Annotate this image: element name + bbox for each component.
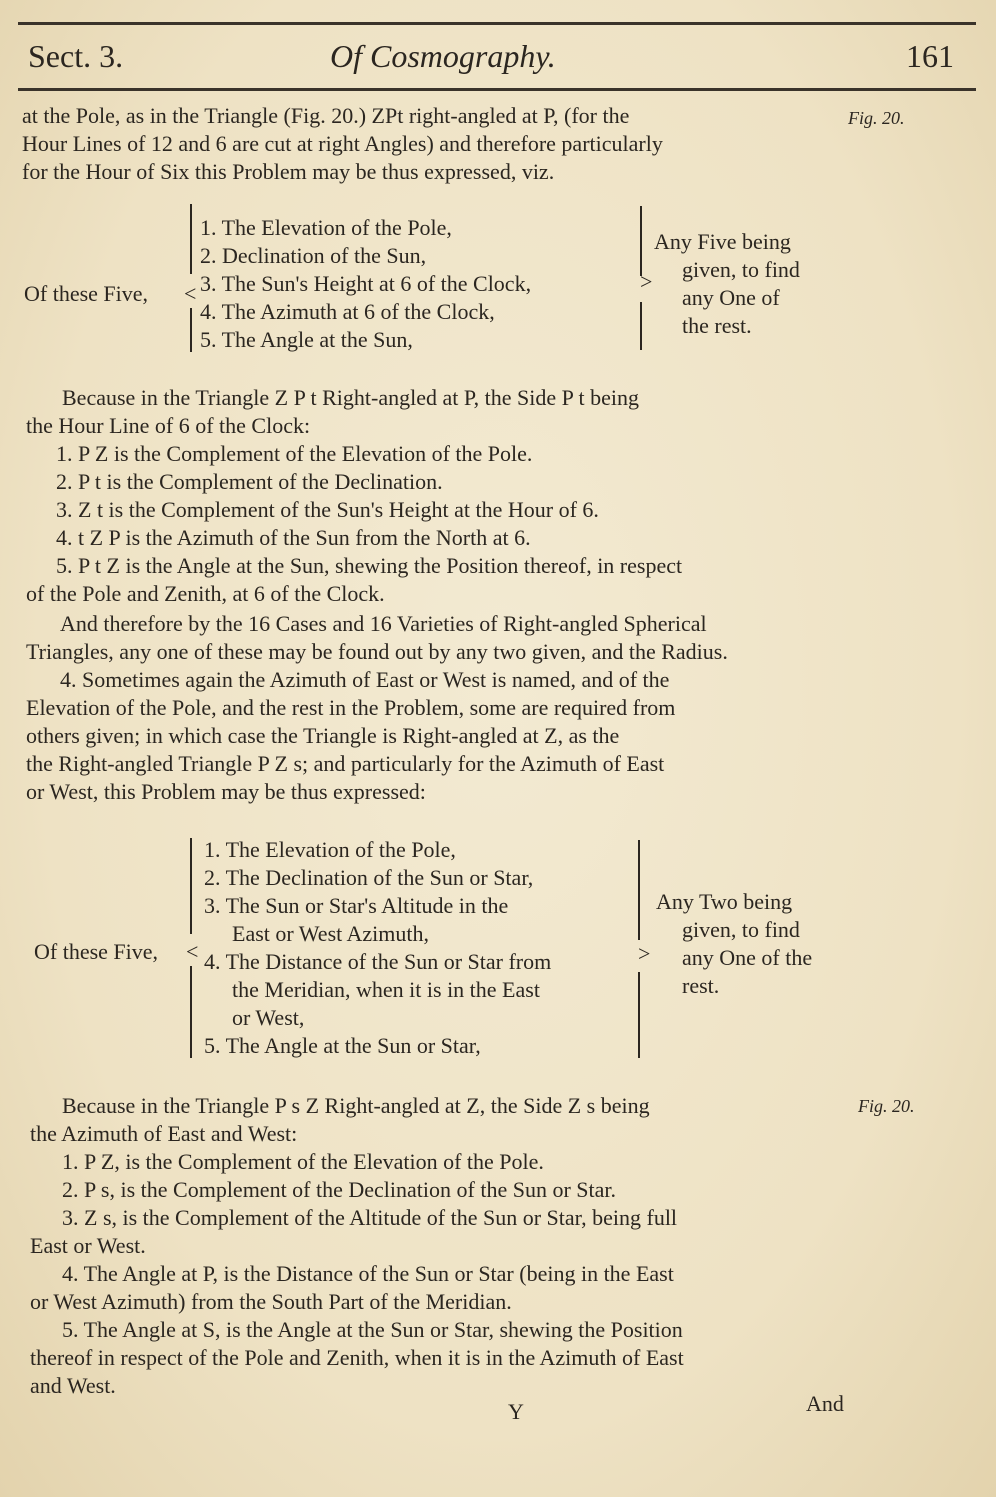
brace-line	[638, 840, 640, 940]
table1-note: any One of	[682, 285, 780, 310]
text-line: at the Pole, as in the Triangle (Fig. 20.) ZPt right-angled at P, (for the	[22, 103, 630, 128]
right-brace: >	[638, 941, 651, 966]
text-line: others given; in which case the Triangle is Right-angled at Z, as the	[26, 723, 620, 748]
text-line: And therefore by the 16 Cases and 16 Varieties of Right-angled Spherical	[60, 611, 707, 636]
list-item: 2. P t is the Complement of the Declination.	[56, 469, 443, 494]
text-line: thereof in respect of the Pole and Zenith, when it is in the Azimuth of East	[30, 1345, 684, 1370]
list-item: 2. P s, is the Complement of the Declination of the Sun or Star.	[62, 1177, 617, 1202]
table2-item: the Meridian, when it is in the East	[232, 977, 540, 1002]
catchword: And	[806, 1391, 844, 1416]
text-line: and West.	[30, 1373, 116, 1398]
table2-item: or West,	[232, 1005, 305, 1030]
text-line: the Right-angled Triangle P Z s; and particularly for the Azimuth of East	[26, 751, 665, 776]
text-line: East or West.	[30, 1233, 146, 1258]
text-line: Because in the Triangle P s Z Right-angled at Z, the Side Z s being	[62, 1093, 650, 1118]
table1-item: 4. The Azimuth at 6 of the Clock,	[200, 299, 495, 324]
brace-line	[190, 204, 192, 274]
table1-item: 2. Declination of the Sun,	[200, 243, 427, 268]
text-line: or West, this Problem may be thus expressed:	[26, 779, 426, 804]
right-brace: >	[640, 269, 653, 294]
page-number: 161	[906, 38, 954, 74]
table1-item: 1. The Elevation of the Pole,	[200, 215, 452, 240]
list-item: 4. t Z P is the Azimuth of the Sun from the North at 6.	[56, 525, 531, 550]
table2-item: 1. The Elevation of the Pole,	[204, 837, 456, 862]
brace-line	[640, 302, 642, 350]
text-line: of the Pole and Zenith, at 6 of the Clock.	[26, 581, 385, 606]
signature-mark: Y	[508, 1399, 524, 1424]
table1-note: Any Five being	[654, 229, 791, 254]
text-line: the Hour Line of 6 of the Clock:	[26, 413, 311, 438]
brace-line	[190, 308, 192, 352]
table2-note: any One of the	[682, 945, 813, 970]
table2-item: East or West Azimuth,	[232, 921, 430, 946]
table2-label: Of these Five,	[34, 939, 159, 964]
table2-item: 2. The Declination of the Sun or Star,	[204, 865, 534, 890]
text-line: or West Azimuth) from the South Part of the Meridian.	[30, 1289, 512, 1314]
left-brace: <	[186, 939, 199, 964]
brace-line	[190, 838, 192, 934]
table2-note: given, to find	[682, 917, 800, 942]
list-item: 3. Z s, is the Complement of the Altitude of the Sun or Star, being full	[62, 1205, 678, 1230]
table1-label: Of these Five,	[24, 281, 149, 306]
text-line: the Azimuth of East and West:	[30, 1121, 298, 1146]
top-rule	[18, 22, 976, 25]
table2-item: 5. The Angle at the Sun or Star,	[204, 1033, 481, 1058]
table1-item: 5. The Angle at the Sun,	[200, 327, 413, 352]
table1-note: given, to find	[682, 257, 800, 282]
list-item: 1. P Z is the Complement of the Elevation of the Pole.	[56, 441, 533, 466]
table2-item: 4. The Distance of the Sun or Star from	[204, 949, 552, 974]
text-line: for the Hour of Six this Problem may be thus expressed, viz.	[22, 159, 555, 184]
brace-line	[640, 206, 642, 276]
text-line: Because in the Triangle Z P t Right-angled at P, the Side P t being	[62, 385, 640, 410]
brace-line	[190, 966, 192, 1058]
page-title: Of Cosmography.	[330, 38, 556, 74]
table1-item: 3. The Sun's Height at 6 of the Clock,	[200, 271, 532, 296]
table1-note: the rest.	[682, 313, 752, 338]
table2-item: 3. The Sun or Star's Altitude in the	[204, 893, 509, 918]
list-item: 3. Z t is the Complement of the Sun's Height at the Hour of 6.	[56, 497, 599, 522]
section-label: Sect. 3.	[28, 38, 124, 74]
margin-note: Fig. 20.	[858, 1096, 915, 1116]
list-item: 5. P t Z is the Angle at the Sun, shewing the Position thereof, in respect	[56, 553, 683, 578]
table2-note: rest.	[682, 973, 720, 998]
margin-note: Fig. 20.	[848, 108, 905, 128]
left-brace: <	[184, 281, 197, 306]
list-item: 1. P Z, is the Complement of the Elevation of the Pole.	[62, 1149, 544, 1174]
list-item: 5. The Angle at S, is the Angle at the Sun or Star, shewing the Position	[62, 1317, 683, 1342]
text-line: Elevation of the Pole, and the rest in the Problem, some are required from	[26, 695, 676, 720]
header-rule	[18, 88, 976, 91]
text-line: Hour Lines of 12 and 6 are cut at right Angles) and therefore particularly	[22, 131, 663, 156]
list-item: 4. The Angle at P, is the Distance of the Sun or Star (being in the East	[62, 1261, 674, 1286]
text-line: 4. Sometimes again the Azimuth of East or West is named, and of the	[60, 667, 670, 692]
text-line: Triangles, any one of these may be found out by any two given, and the Radius.	[26, 639, 728, 664]
brace-line	[638, 972, 640, 1058]
table2-note: Any Two being	[656, 889, 793, 914]
